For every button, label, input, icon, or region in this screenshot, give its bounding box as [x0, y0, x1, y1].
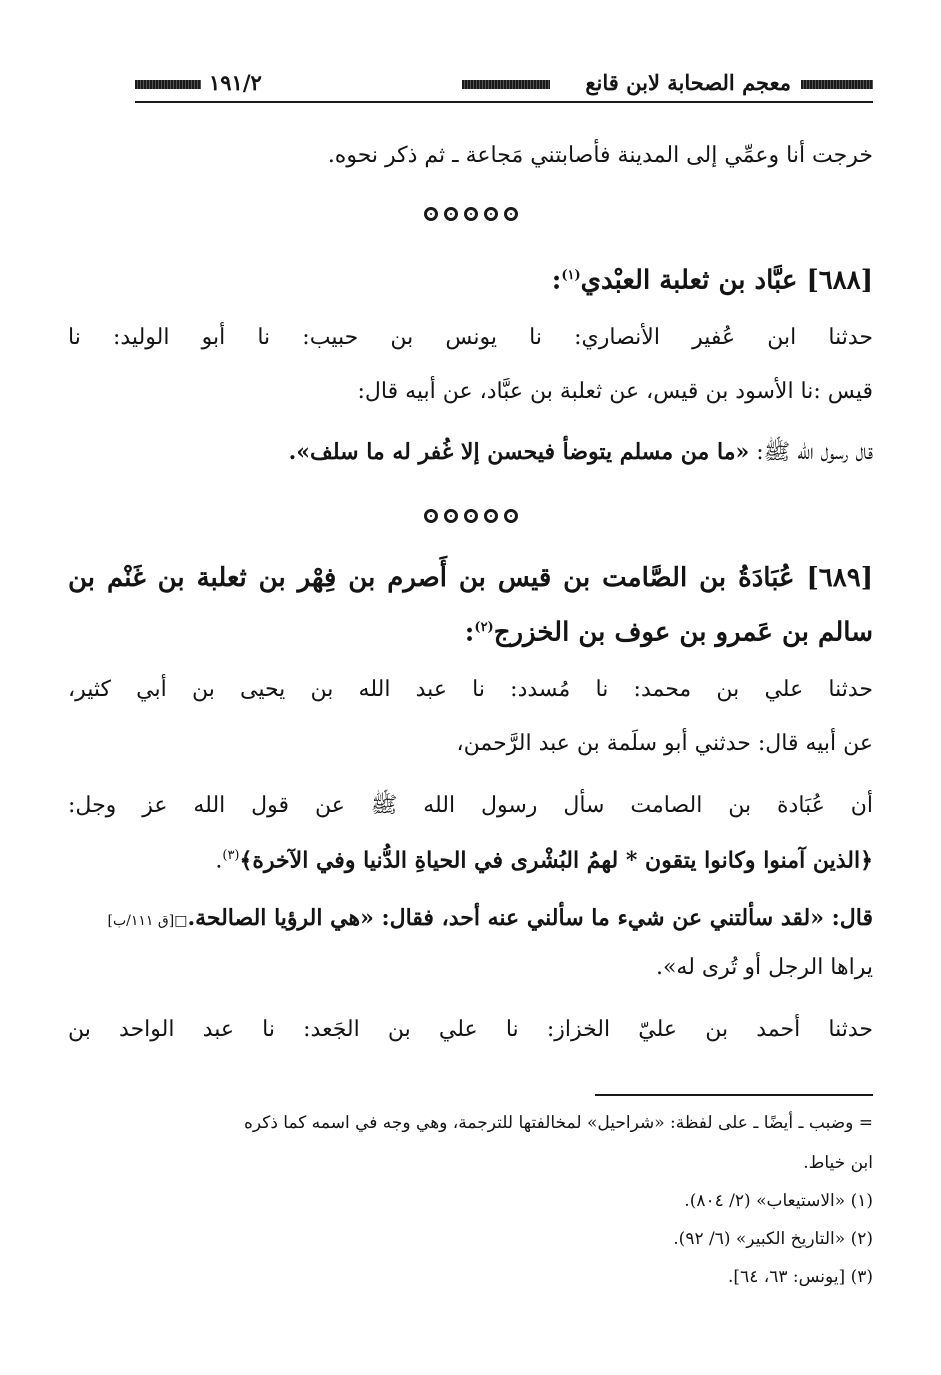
star-ornament-icon: [504, 509, 518, 523]
body-line: عن أبيه قال: حدثني أبو سلَمة بن عبد الرَّحمن،: [456, 731, 873, 756]
heading-colon: :: [551, 265, 562, 296]
star-ornament-icon: [504, 207, 518, 221]
entry-number: [٦٨٨]: [806, 265, 873, 296]
hadith-line-cont: يراها الرجل أو تُرى له».: [655, 955, 873, 980]
header-ornament-bar: [135, 80, 201, 89]
footnote-continuation: ابن خياط.: [803, 1153, 873, 1173]
header-page-number: ١٩١/٢: [209, 70, 262, 95]
running-header: [135, 68, 873, 104]
section-separator: [0, 202, 941, 226]
header-ornament-bar: [462, 80, 550, 89]
hadith-line: [68, 436, 873, 469]
body-line: حدثنا علي بن محمد: نا مُسدد: نا عبد الله بن يحيى بن أبي كثير،: [68, 677, 873, 702]
body-line: حدثنا ابن عُفير الأنصاري: نا يونس بن حبيب: نا أبو الوليد: نا: [68, 325, 873, 350]
hadith-line: [60, 902, 873, 937]
entry-name-cont: سالم بن عَمرو بن عوف بن الخزرج: [493, 617, 873, 648]
star-ornament-icon: [484, 509, 498, 523]
footnote-3: (٣) [يونس: ٦٣، ٦٤].: [728, 1267, 873, 1287]
footnote-ref: (٣): [222, 848, 240, 863]
quran-verse: ﴿الذين آمنوا وكانوا يتقون * لهمُ البُشْرى في الحياةِ الدُّنيا وفي الآخرة﴾: [239, 847, 873, 874]
hadith-text: قال: «لقد سألتني عن شيء ما سألني عنه أحد، فقال: «هي الرؤيا الصالحة.: [187, 905, 873, 931]
footnote-1: (١) «الاستيعاب» (٢/ ٨٠٤).: [684, 1191, 873, 1211]
header-rule: [135, 101, 873, 103]
star-ornament-icon: [444, 509, 458, 523]
entry-heading-689: [٦٨٩] عُبَادَةُ بن الصَّامت بن قيس بن أَصرم بن فِهْر بن ثعلبة بن غَنْم بن: [68, 563, 873, 593]
star-ornament-icon: [464, 207, 478, 221]
hadith-text: «ما من مسلم يتوضأ فيحسن إلا غُفر له ما سلف».: [288, 439, 750, 465]
body-line: حدثنا أحمد بن عليّ الخزاز: نا علي بن الجَعد: نا عبد الواحد بن: [68, 1017, 873, 1042]
footnote-rule: [595, 1094, 873, 1096]
star-ornament-icon: [444, 207, 458, 221]
star-ornament-icon: [464, 509, 478, 523]
quran-verse-line: [68, 840, 873, 877]
footnote-continuation: = وضبب ـ أيضًا ـ على لفظة: «شراحيل» لمخالفتها للترجمة، وهي وجه في اسمه كما ذكره: [243, 1113, 873, 1133]
entry-name: عبَّاد بن ثعلبة العبْدي: [580, 265, 798, 296]
star-ornament-icon: [484, 207, 498, 221]
entry-heading-688: [68, 258, 873, 299]
heading-colon: :: [464, 617, 475, 648]
hadith-intro: قال رسول الله ﷺ:: [756, 440, 873, 465]
verse-period: .: [215, 848, 223, 874]
body-line: أن عُبَادة بن الصامت سأل رسول الله ﷺ عن قول الله عز وجل:: [68, 793, 873, 818]
body-line: قيس :نا الأسود بن قيس، عن ثعلبة بن عبَّاد، عن أبيه قال:: [357, 379, 873, 404]
body-line: خرجت أنا وعمِّي إلى المدينة فأصابتني مَجاعة ـ ثم ذكر نحوه.: [327, 143, 873, 168]
star-ornament-icon: [424, 509, 438, 523]
entry-heading-689-cont: [68, 610, 873, 651]
header-book-title: معجم الصحابة لابن قانع: [585, 70, 791, 95]
footnote-ref: (٢): [474, 620, 494, 635]
footnote-ref: (١): [561, 268, 581, 283]
footnote-2: (٢) «التاريخ الكبير» (٦/ ٩٢).: [673, 1229, 873, 1249]
section-separator: [0, 504, 941, 528]
manuscript-folio-ref: □[ق ١١١/ب]: [107, 913, 188, 929]
header-ornament-bar: [801, 80, 873, 89]
star-ornament-icon: [424, 207, 438, 221]
